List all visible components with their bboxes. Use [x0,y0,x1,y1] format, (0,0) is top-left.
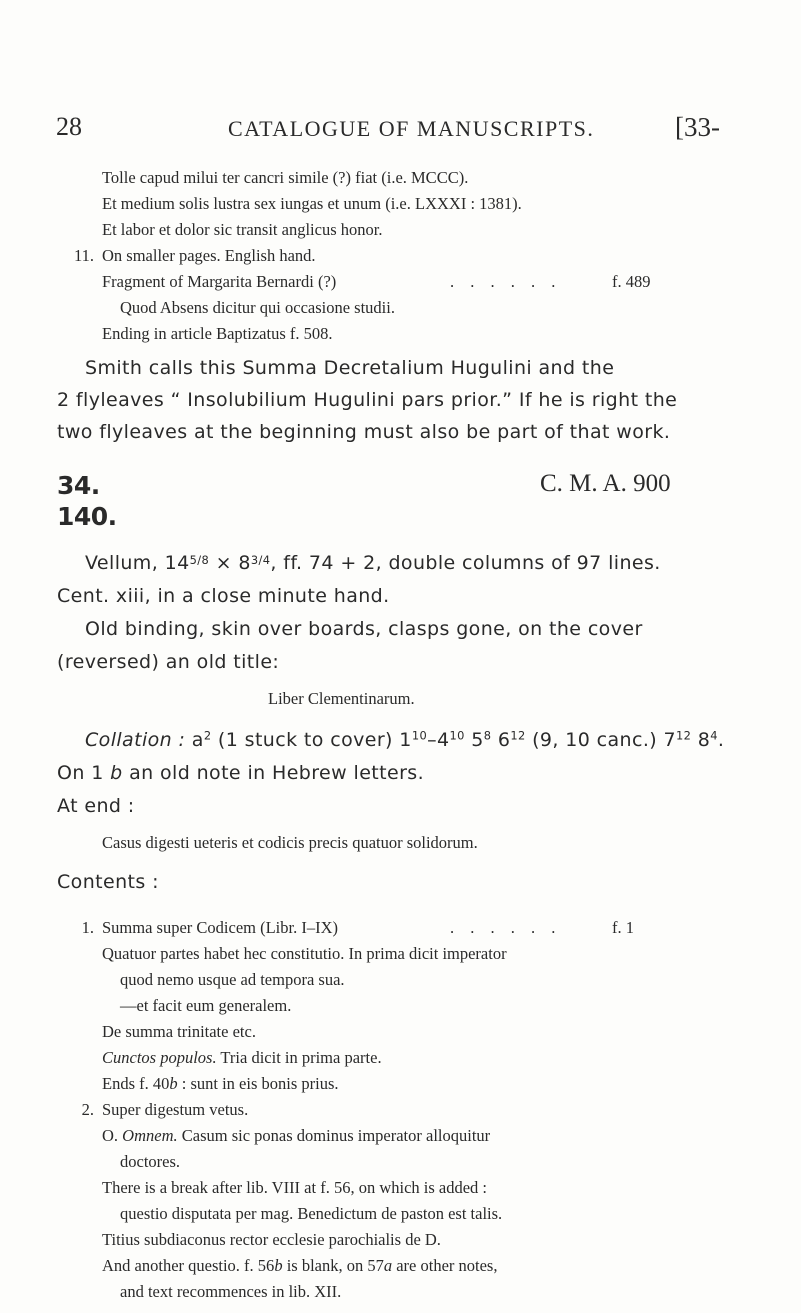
title-quote: Liber Clementinarum. [268,689,415,708]
collation-s7: 4 [710,728,718,743]
ends-post: : sunt in eis bonis prius. [177,1074,339,1093]
ends-pre: Ends f. 40 [102,1074,170,1093]
entry-number: 34. [57,471,100,500]
collation-s1: 2 [203,728,212,743]
item-1-number: 1. [81,918,94,937]
cunctos-text: Tria dicit in prima parte. [216,1048,382,1067]
quod-nemo-line: quod nemo usque ad tempora sua. [120,970,345,989]
hebrew-line [57,762,424,784]
collation-s2: 10 [411,728,428,743]
another-b: b [274,1256,283,1275]
collation-s5: 12 [510,728,526,743]
vellum-line: Vellum, 145/8 × 83/4, ff. 74 + 2, double columns of 97 lines. [85,552,661,574]
hebrew-b: b [110,762,123,784]
another-post: are other notes, [392,1256,498,1275]
running-title: CATALOGUE OF MANUSCRIPTS. [228,116,595,141]
omnem-incipit: Omnem. [122,1126,178,1145]
doctores-line: doctores. [120,1152,181,1171]
collation-t6: (9, 10 canc.) 7 [525,729,677,751]
fragment-dots: . . . . . . [450,272,562,291]
binding-line-1: Old binding, skin over boards, clasps gone, on the cover [85,618,643,640]
collation-t8: . [717,729,725,751]
another-mid: is blank, on 57 [282,1256,384,1275]
contents-item-2 [64,1100,248,1120]
item-2-text: Super digestum vetus. [102,1100,249,1119]
another-a: a [383,1256,393,1275]
press-mark: C. M. A. 900 [540,470,671,497]
section-mark: [33- [675,112,720,142]
de-summa-line: De summa trinitate etc. [102,1022,256,1041]
cent-line: Cent. xiii, in a close minute hand. [57,585,390,607]
vellum-post: , ff. 74 + 2, double columns of 97 lines. [270,552,661,574]
cunctos-line [102,1048,382,1068]
hebrew-post: an old note in Hebrew letters. [122,762,425,784]
collation-t1: a [185,729,204,751]
there-line: There is a break after lib. VIII at f. 56, on which is added : [102,1178,488,1197]
collation-line [85,729,724,751]
another-line [102,1256,497,1276]
collation-t7: 8 [691,729,711,751]
collation-t2: (1 stuck to cover) 1 [211,729,412,751]
collation-t5: 6 [491,729,511,751]
smith-line-3: two flyleaves at the beginning must also be part of that work. [57,421,671,443]
item-11-number: 11. [73,246,94,265]
and-text-line: and text recommences in lib. XII. [120,1282,342,1301]
shelf-number: 140. [57,502,117,531]
item-1-text: Summa super Codicem (Libr. I–IX) [102,918,338,937]
collation-s3: 10 [449,728,465,743]
hebrew-pre: On 1 [57,762,111,784]
item-11-text: On smaller pages. English hand. [102,246,316,265]
casus-line: Casus digesti ueteris et codicis precis quatuor solidorum. [102,833,478,852]
vellum-x: × 8 [209,552,251,574]
fragment-text: Fragment of Margarita Bernardi (?) [102,272,337,291]
vellum-pre: Vellum, 14 [85,552,190,574]
questio-line: questio disputata per mag. Benedictum de paston est talis. [120,1204,503,1223]
ends-line [102,1074,339,1094]
smith-line-1: Smith calls this Summa Decretalium Hugulini and the [85,357,615,379]
quod-line: Quod Absens dicitur qui occasione studii. [120,298,395,317]
ends-b: b [169,1074,178,1093]
verse-line-2: Et medium solis lustra sex iungas et unum (i.e. LXXXI : 1381). [102,194,522,213]
verse-line-3: Et labor et dolor sic transit anglicus honor. [102,220,383,239]
item-11 [64,246,316,266]
collation-s4: 8 [483,728,492,743]
contents-item-1 [64,918,338,938]
smith-line-2: 2 flyleaves “ Insolubilium Hugulini pars prior.” If he is right the [57,389,678,411]
omnem-pre: O. [102,1126,123,1145]
at-end-line: At end : [57,795,135,817]
fragment-line [102,272,336,292]
collation-t3: –4 [427,729,450,751]
page-header [0,112,801,146]
ending-line: Ending in article Baptizatus f. 508. [102,324,333,343]
page-number: 28 [56,112,82,141]
et-facit-line: —et facit eum generalem. [120,996,292,1015]
contents-heading: Contents : [57,871,159,893]
collation-s6: 12 [676,728,692,743]
verse-line-1: Tolle capud milui ter cancri simile (?) fiat (i.e. MCCC). [102,168,469,187]
binding-line-2: (reversed) an old title: [57,651,280,673]
collation-label: Collation : [85,729,186,751]
cunctos-incipit: Cunctos populos. [102,1048,217,1067]
omnem-line [102,1126,490,1146]
item-2-number: 2. [81,1100,94,1119]
quatuor-line: Quatuor partes habet hec constitutio. In prima dicit imperator [102,944,507,963]
another-pre: And another questio. f. 56 [102,1256,275,1275]
fragment-folio: f. 489 [612,272,651,291]
item-1-dots: . . . . . . [450,918,562,937]
collation-t4: 5 [464,729,484,751]
omnem-post: Casum sic ponas dominus imperator alloquitur [177,1126,491,1145]
titius-line: Titius subdiaconus rector ecclesie parochialis de D. [102,1230,441,1249]
item-1-folio: f. 1 [612,918,634,937]
